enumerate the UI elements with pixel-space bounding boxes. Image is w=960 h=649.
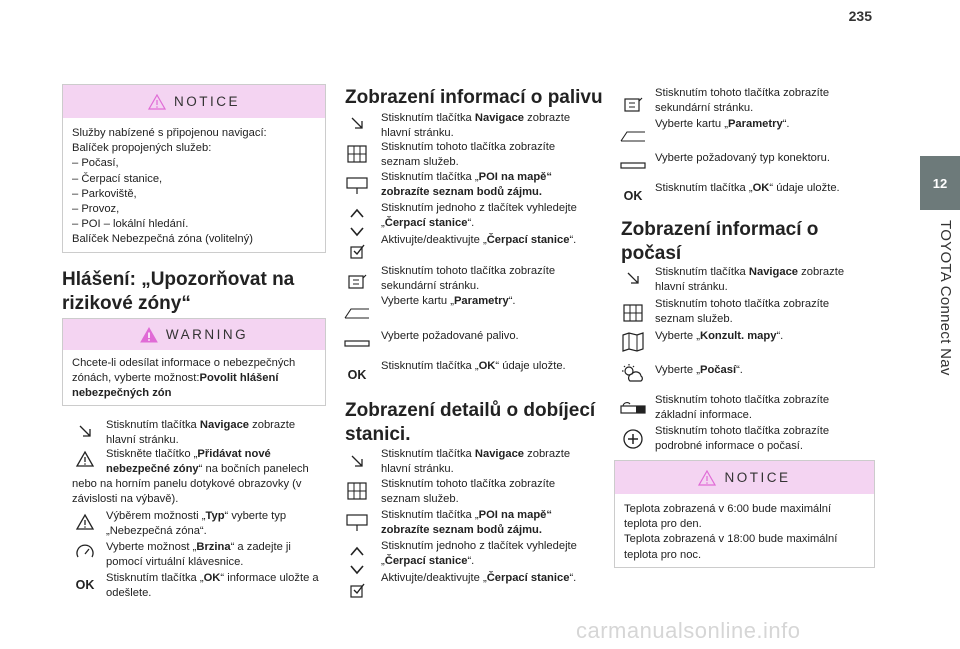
- navigation-arrow-icon: [344, 113, 370, 133]
- step-detail-info: Stisknutím tohoto tlačítka zobrazíte podrobné informace o počasí.: [655, 425, 830, 452]
- step-ok: Stisknutím tlačítka „OK“ údaje uložte.: [655, 182, 840, 194]
- list-bar-icon: [344, 334, 370, 354]
- warning-body: [63, 350, 325, 410]
- step-add-zone: Stiskněte tlačítko „Přidávat nové nebezpečné zóny: [106, 448, 271, 475]
- step-services: Stisknutím tohoto tlačítka zobrazíte seznam služeb.: [655, 298, 830, 325]
- map-icon: [620, 332, 646, 352]
- navigation-arrow-icon: [620, 268, 646, 288]
- step-tab: Vyberte kartu „Parametry“.: [655, 118, 790, 130]
- step-poi: Stisknutím tlačítka „POI na mapě“ zobrazíte seznam bodů zájmu.: [381, 509, 552, 536]
- section-heading: Hlášení: „Upozorňovat na rizikové zóny“: [62, 269, 295, 314]
- step-add-zone-cont: “ na bočních panelech nebo na horním panelu dotykové obrazovky (v závislosti na výbavě).: [72, 463, 309, 505]
- poi-map-icon: [344, 512, 370, 532]
- notice-line: – Počasí,: [72, 157, 119, 170]
- warning-title: WARNING: [165, 327, 249, 342]
- notice-line: – Čerpací stanice,: [72, 172, 163, 185]
- step-navigation: Stisknutím tlačítka Navigace zobrazte hlavní stránku.: [106, 419, 296, 446]
- secondary-page-icon: [344, 272, 370, 292]
- step-navigation: Stisknutím tlačítka Navigace zobrazte hlavní stránku.: [381, 112, 571, 139]
- section-heading: Zobrazení detailů o dobíjecí stanici.: [345, 400, 596, 445]
- section-heading: Zobrazení informací o počasí: [621, 219, 819, 264]
- step-ok: Stisknutím tlačítka „OK“ informace uložte a odešlete.: [106, 572, 319, 599]
- warning-triangle-icon: [698, 470, 716, 486]
- warning-triangle-icon: [148, 94, 166, 110]
- list-bar-icon: [620, 156, 646, 176]
- notice-line: Balíček Nebezpečná zóna (volitelný): [72, 233, 253, 246]
- checkbox-icon: [344, 580, 370, 600]
- warning-header: [63, 319, 325, 350]
- speedometer-icon: [72, 542, 98, 562]
- weather-bar-icon: [620, 399, 646, 419]
- step-toggle: Aktivujte/deaktivujte „Čerpací stanice“.: [381, 234, 577, 246]
- notice-line: – Parkoviště,: [72, 187, 137, 200]
- step-fuel: Vyberte požadované palivo.: [381, 330, 519, 342]
- step-secondary: Stisknutím tohoto tlačítka zobrazíte sekundární stránku.: [655, 87, 830, 114]
- secondary-page-icon: [620, 95, 646, 115]
- step-weather: Vyberte „Počasí“.: [655, 364, 743, 376]
- step-connector: Vyberte požadovaný typ konektoru.: [655, 152, 830, 164]
- services-grid-icon: [344, 144, 370, 164]
- ok-icon: OK: [75, 578, 95, 592]
- warning-triangle-icon: [140, 327, 158, 343]
- notice-line: Teplota zobrazená v 6:00 bude maximální teplota pro den.: [624, 503, 832, 531]
- notice-box: [62, 84, 326, 253]
- warning-text-bold: Povolit hlášení nebezpečných zón: [72, 372, 279, 400]
- chevron-down-icon: [344, 221, 370, 241]
- step-type: Výběrem možnosti „Typ“ vyberte typ „Nebezpečná zóna“.: [106, 510, 287, 537]
- step-search: Stisknutím jednoho z tlačítek vyhledejte „Čerpací stanice“.: [381, 540, 577, 567]
- notice-box: [614, 460, 875, 568]
- notice-header: [615, 461, 874, 494]
- watermark: carmanualsonline.info: [576, 618, 801, 643]
- step-search: Stisknutím jednoho z tlačítek vyhledejte „Čerpací stanice“.: [381, 202, 577, 229]
- tab-icon: [620, 126, 646, 146]
- checkbox-icon: [344, 241, 370, 261]
- notice-line: – POI – lokální hledání.: [72, 218, 189, 231]
- notice-title: NOTICE: [173, 94, 240, 109]
- step-services: Stisknutím tohoto tlačítka zobrazíte seznam služeb.: [381, 141, 556, 168]
- warning-text: Chcete-li odesílat informace o nebezpečných zónách, vyberte možnost:: [72, 357, 296, 385]
- navigation-arrow-icon: [344, 451, 370, 471]
- services-grid-icon: [620, 303, 646, 323]
- ok-icon: OK: [623, 189, 643, 203]
- navigation-arrow-icon: [72, 421, 98, 441]
- chapter-title: TOYOTA Connect Nav: [937, 220, 954, 376]
- notice-body: [615, 494, 874, 571]
- plus-circle-icon: [620, 429, 646, 449]
- section-heading: Zobrazení informací o palivu: [345, 87, 603, 108]
- step-navigation: Stisknutím tlačítka Navigace zobrazte hlavní stránku.: [655, 266, 845, 293]
- chapter-tab[interactable]: 12: [920, 156, 960, 210]
- chevron-down-icon: [344, 559, 370, 579]
- warning-box: [62, 318, 326, 406]
- notice-body: [63, 118, 325, 256]
- step-basic-info: Stisknutím tohoto tlačítka zobrazíte základní informace.: [655, 394, 830, 421]
- step-navigation: Stisknutím tlačítka Navigace zobrazte hlavní stránku.: [381, 448, 571, 475]
- notice-title: NOTICE: [724, 470, 791, 485]
- notice-line: – Provoz,: [72, 203, 120, 216]
- notice-line: Balíček propojených služeb:: [72, 142, 212, 155]
- step-tab: Vyberte kartu „Parametry“.: [381, 295, 516, 307]
- notice-line: Teplota zobrazená v 18:00 bude maximální teplota pro noc.: [624, 533, 838, 561]
- ok-icon: OK: [347, 368, 367, 382]
- services-grid-icon: [344, 481, 370, 501]
- step-speed: Vyberte možnost „Brzina“ a zadejte ji pomocí virtuální klávesnice.: [106, 541, 291, 568]
- notice-line: Služby nabízené s připojenou navigací:: [72, 127, 267, 139]
- tab-icon: [344, 303, 370, 323]
- step-map: Vyberte „Konzult. mapy“.: [655, 330, 784, 342]
- step-poi: Stisknutím tlačítka „POI na mapě“ zobrazíte seznam bodů zájmu.: [381, 171, 552, 198]
- step-ok: Stisknutím tlačítka „OK“ údaje uložte.: [381, 360, 566, 372]
- chevron-up-icon: [344, 541, 370, 561]
- step-toggle: Aktivujte/deaktivujte „Čerpací stanice“.: [381, 572, 577, 584]
- chevron-up-icon: [344, 203, 370, 223]
- step-services: Stisknutím tohoto tlačítka zobrazíte seznam služeb.: [381, 478, 556, 505]
- poi-map-icon: [344, 175, 370, 195]
- weather-icon: [620, 364, 646, 384]
- notice-header: [63, 85, 325, 118]
- warning-triangle-icon: [72, 512, 98, 532]
- step-secondary: Stisknutím tohoto tlačítka zobrazíte sekundární stránku.: [381, 265, 556, 292]
- page-number: 235: [848, 8, 872, 24]
